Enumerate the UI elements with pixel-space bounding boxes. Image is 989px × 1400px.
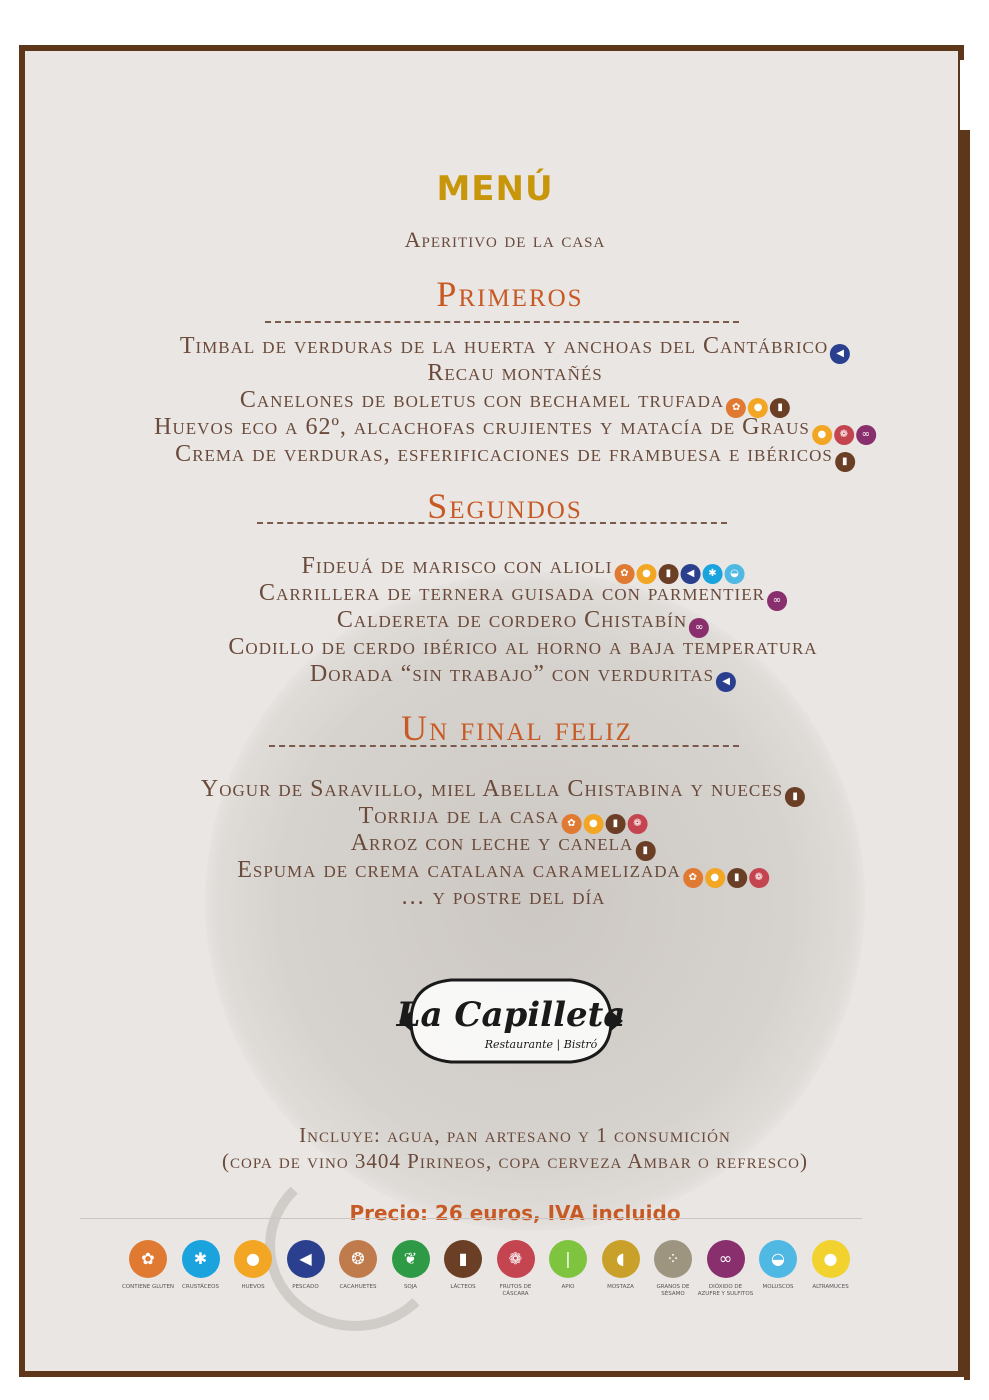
frutos-cascara-icon: ❁ xyxy=(749,868,769,888)
legend-item xyxy=(803,1240,859,1291)
section-heading-primeros: Primeros xyxy=(436,274,584,314)
apio-icon: ❘ xyxy=(549,1240,587,1278)
allergen-legend xyxy=(120,1240,860,1330)
huevos-icon: ● xyxy=(748,398,768,418)
logo-subtitle: Restaurante | Bistró xyxy=(484,1038,598,1051)
menu-card xyxy=(19,45,964,1377)
huevos-icon: ● xyxy=(636,564,656,584)
lacteos-icon: ▮ xyxy=(658,564,678,584)
dish-item xyxy=(427,360,602,387)
dish-name: Canelones de boletus con bechamel trufada xyxy=(239,387,725,413)
legend-item xyxy=(278,1240,334,1291)
legend-label: ALTRAMUCES xyxy=(812,1284,849,1290)
legend-label: MOLUSCOS xyxy=(762,1284,794,1290)
lacteos-icon: ▮ xyxy=(770,398,790,418)
logo-name: La Capilleta xyxy=(396,995,626,1035)
includes-line-1: Incluye: agua, pan artesano y 1 consumición xyxy=(299,1123,731,1147)
lacteos-icon: ▮ xyxy=(444,1240,482,1278)
frame-shadow xyxy=(964,60,970,1380)
dish-name: Carrillera de ternera guisada con parmentier xyxy=(259,580,765,606)
legend-item xyxy=(698,1240,754,1298)
legend-divider xyxy=(80,1218,862,1219)
crustaceos-icon: ✱ xyxy=(702,564,722,584)
pescado-icon: ◀ xyxy=(287,1240,325,1278)
dish-name: Dorada “sin trabajo” con verduritas xyxy=(309,661,715,687)
section-heading-segundos: Segundos xyxy=(427,486,583,526)
lacteos-icon: ▮ xyxy=(785,787,805,807)
cacahuetes-icon: ❂ xyxy=(339,1240,377,1278)
dish-name: Crema de verduras, esferificaciones de frambuesa e ibéricos xyxy=(175,441,833,467)
crustaceos-icon: ✱ xyxy=(182,1240,220,1278)
dish-name: Caldereta de cordero Chistabín xyxy=(336,607,688,633)
section-heading-postres: Un final feliz xyxy=(401,708,633,748)
moluscos-icon: ◒ xyxy=(759,1240,797,1278)
legend-item xyxy=(225,1240,281,1291)
divider-segundos xyxy=(257,522,727,524)
legend-item xyxy=(435,1240,491,1291)
huevos-icon: ● xyxy=(234,1240,272,1278)
frame-shadow-gap xyxy=(960,60,970,130)
dish-item xyxy=(310,661,736,692)
sulfitos-icon: ∞ xyxy=(689,618,709,638)
huevos-icon: ● xyxy=(583,814,603,834)
huevos-icon: ● xyxy=(812,425,832,445)
legend-item xyxy=(593,1240,649,1291)
gluten-icon: ✿ xyxy=(614,564,634,584)
dish-name: Torrija de la casa xyxy=(358,803,560,829)
gluten-icon: ✿ xyxy=(561,814,581,834)
frutos-cascara-icon: ❁ xyxy=(834,425,854,445)
moluscos-icon: ◒ xyxy=(724,564,744,584)
legend-item xyxy=(330,1240,386,1291)
dish-name: … y postre del día xyxy=(400,884,606,910)
lacteos-icon: ▮ xyxy=(605,814,625,834)
legend-item xyxy=(383,1240,439,1291)
dish-name: Recau montañés xyxy=(427,360,603,386)
sulfitos-icon: ∞ xyxy=(856,425,876,445)
dish-item xyxy=(401,884,606,911)
legend-label: LÁCTEOS xyxy=(450,1284,476,1290)
sesamo-icon: ⁘ xyxy=(654,1240,692,1278)
sulfitos-icon: ∞ xyxy=(707,1240,745,1278)
dish-name: Fideuá de marisco con alioli xyxy=(301,553,613,579)
dish-name: Yogur de Saravillo, miel Abella Chistabina y nueces xyxy=(200,776,784,802)
price-line: Precio: 26 euros, IVA incluido xyxy=(349,1201,681,1225)
frutos-cascara-icon: ❁ xyxy=(497,1240,535,1278)
legend-item xyxy=(645,1240,701,1298)
legend-label: HUEVOS xyxy=(241,1284,265,1290)
pescado-icon: ◀ xyxy=(680,564,700,584)
legend-item xyxy=(540,1240,596,1291)
legend-item xyxy=(750,1240,806,1291)
legend-label: CACAHUETES xyxy=(339,1284,377,1290)
legend-label: GRANOS DE SÉSAMO xyxy=(656,1284,690,1297)
legend-item xyxy=(120,1240,176,1291)
legend-label: PESCADO xyxy=(292,1284,319,1290)
dish-item xyxy=(175,441,855,472)
legend-label: CRUSTÁCEOS xyxy=(182,1284,219,1290)
legend-label: DIÓXIDO DE AZUFRE Y SULFITOS xyxy=(697,1284,754,1297)
menu-title: MENÚ xyxy=(436,169,554,209)
legend-label: FRUTOS DE CÁSCARA xyxy=(499,1284,532,1297)
legend-item xyxy=(173,1240,229,1291)
dish-name: Codillo de cerdo ibérico al horno a baja temperatura xyxy=(228,634,818,660)
dish-name: Arroz con leche y canela xyxy=(350,830,634,856)
includes-line-2: (copa de vino 3404 Pirineos, copa cerveza Ambar o refresco) xyxy=(222,1149,808,1173)
legend-label: CONTIENE GLUTEN xyxy=(121,1284,175,1290)
dish-name: Timbal de verduras de la huerta y anchoas del Cantábrico xyxy=(179,333,829,359)
lacteos-icon: ▮ xyxy=(635,841,655,861)
legend-label: MOSTAZA xyxy=(607,1284,634,1290)
appetizer-line: Aperitivo de la casa xyxy=(404,227,606,252)
gluten-icon: ✿ xyxy=(726,398,746,418)
gluten-icon: ✿ xyxy=(129,1240,167,1278)
divider-postres xyxy=(269,745,739,747)
lacteos-icon: ▮ xyxy=(727,868,747,888)
pescado-icon: ◀ xyxy=(716,672,736,692)
divider-primeros xyxy=(265,321,739,323)
huevos-icon: ● xyxy=(705,868,725,888)
altramuces-icon: ● xyxy=(812,1240,850,1278)
mostaza-icon: ◖ xyxy=(602,1240,640,1278)
la-capilleta-logo xyxy=(391,966,631,1076)
dish-name: Espuma de crema catalana caramelizada xyxy=(237,857,681,883)
dish-name: Huevos eco a 62º, alcachofas crujientes y matacía de Graus xyxy=(154,414,810,440)
legend-label: SOJA xyxy=(403,1284,418,1290)
legend-item xyxy=(488,1240,544,1298)
legend-label: APIO xyxy=(561,1284,575,1290)
pescado-icon: ◀ xyxy=(830,344,850,364)
lacteos-icon: ▮ xyxy=(835,452,855,472)
dish-item xyxy=(228,634,817,661)
sulfitos-icon: ∞ xyxy=(767,591,787,611)
gluten-icon: ✿ xyxy=(683,868,703,888)
soja-icon: ❦ xyxy=(392,1240,430,1278)
frutos-cascara-icon: ❁ xyxy=(627,814,647,834)
